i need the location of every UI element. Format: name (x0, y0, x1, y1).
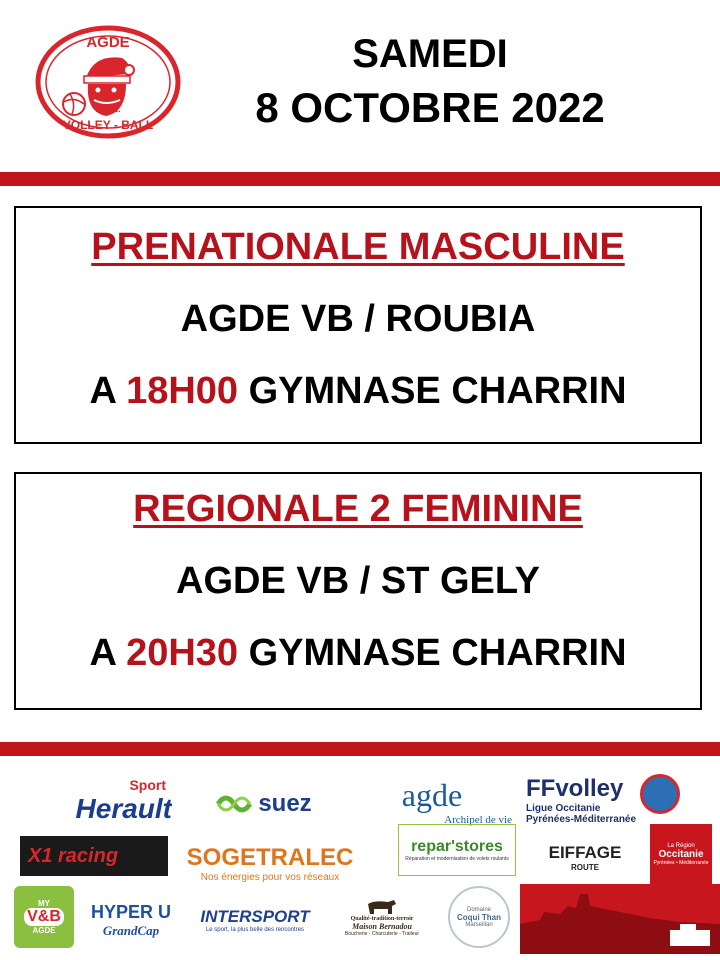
sponsor-sport-herault (22, 774, 172, 828)
match-time: 18H00 (126, 370, 239, 412)
match-venue: GYMNASE CHARRIN (248, 632, 627, 674)
bottom-divider (0, 742, 720, 756)
sponsor-text: GrandCap (102, 922, 160, 938)
sponsor-suez (200, 784, 326, 824)
sponsor-text: Pyrénées-Méditerranée (526, 814, 637, 825)
bull-icon (364, 898, 400, 916)
sponsor-reparstores (398, 824, 516, 876)
sponsor-text: AGDE (32, 926, 56, 935)
match-card-1 (14, 206, 702, 444)
sponsor-text: Qualité-tradition-terroir (350, 915, 414, 922)
sponsor-eiffage (530, 836, 640, 878)
ffvolley-ball-icon (640, 774, 680, 814)
date-day: SAMEDI (352, 32, 508, 76)
logo-subtitle-text: VOLLEY - BALL (62, 118, 154, 132)
sponsor-text: Réparation et modernisation de volets roulants (405, 856, 509, 862)
sponsor-text: Archipel de vie (444, 813, 512, 826)
sponsor-text: suez (258, 790, 312, 817)
match-time-line (16, 370, 700, 413)
match-category: REGIONALE 2 FEMININE (133, 488, 583, 530)
logo-year-text: .1962. (95, 104, 121, 114)
sponsor-text: Sport (129, 777, 166, 793)
match-time: 20H30 (126, 632, 239, 674)
sponsor-text: X1 racing (28, 844, 119, 867)
match-card-2 (14, 472, 702, 710)
sponsor-text: Pyrénées • Méditerranée (653, 859, 709, 866)
sponsor-text: repar'stores (411, 838, 503, 855)
sponsor-text: EIFFAGE (548, 842, 622, 862)
sponsor-text: Occitanie (658, 848, 704, 860)
sponsor-text: MY (38, 899, 50, 908)
sponsor-agde (352, 772, 512, 830)
sponsor-text: FFvolley (526, 775, 624, 802)
sponsor-occitanie (650, 824, 712, 884)
sponsor-text: Maison Bernadou (352, 921, 412, 931)
sponsor-text: Le sport, la plus belle des rencontres (205, 927, 305, 933)
sponsor-text: Domaine (466, 906, 491, 913)
sponsor-red-landscape-image (520, 884, 720, 954)
sponsor-strip (0, 758, 720, 960)
sponsor-text: La Région (667, 842, 695, 849)
sponsor-text: ROUTE (571, 862, 599, 872)
sponsor-intersport (188, 902, 322, 938)
match-category: PRENATIONALE MASCULINE (91, 226, 625, 268)
club-logo (34, 24, 182, 140)
top-divider (0, 172, 720, 186)
sponsor-hyperu (82, 896, 180, 944)
suez-icon (214, 792, 254, 816)
match-venue: GYMNASE CHARRIN (248, 370, 627, 412)
sponsor-text: Herault (75, 793, 172, 824)
sponsor-text: Marseillan (465, 921, 493, 928)
sponsor-myvb (14, 886, 74, 948)
sponsor-text: Nos énergies pour vos réseaux (200, 871, 340, 883)
sponsor-text: agde (401, 776, 463, 813)
sponsor-x1racing (20, 836, 168, 876)
sponsor-text: Coqui Than (457, 912, 501, 922)
sponsor-text: V&B (24, 908, 64, 926)
match-time-line (16, 632, 700, 675)
date-full: 8 OCTOBRE 2022 (255, 84, 605, 131)
logo-title-text: AGDE (86, 34, 130, 51)
sponsor-boucherie (332, 886, 432, 948)
sponsor-text: HYPER U (90, 901, 171, 922)
sponsor-sogetralec (174, 838, 366, 888)
sponsor-text: Ligue Occitanie (526, 803, 601, 814)
sponsor-text: Boucherie - Charcuterie - Traiteur (344, 930, 420, 937)
sponsor-text: SOGETRALEC (186, 843, 354, 871)
time-prefix: A (89, 370, 116, 412)
match-teams: AGDE VB / ROUBIA (180, 298, 536, 340)
match-teams: AGDE VB / ST GELY (176, 560, 540, 602)
sponsor-text: INTERSPORT (200, 907, 310, 926)
time-prefix: A (89, 632, 116, 674)
sponsor-coqui (448, 886, 510, 948)
